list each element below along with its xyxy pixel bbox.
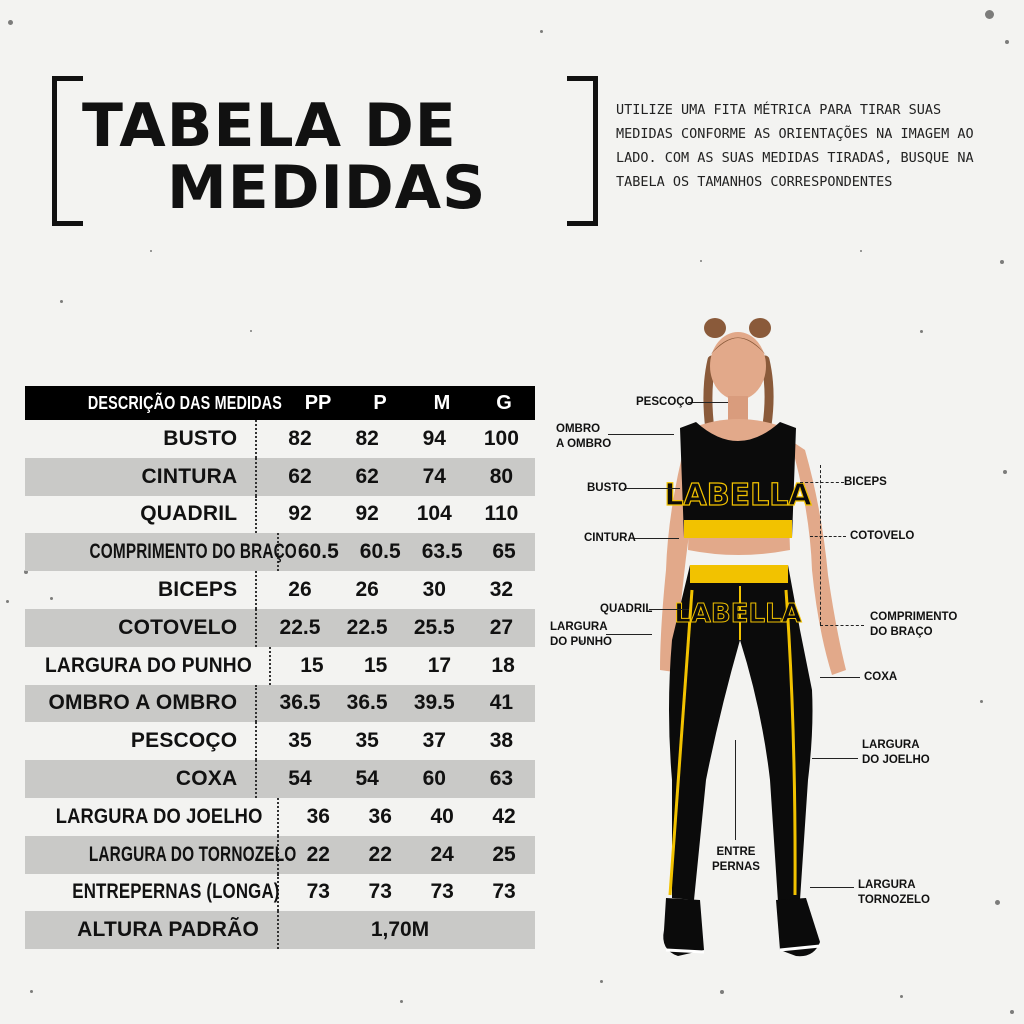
line-punho — [606, 634, 652, 635]
label-braco: COMPRIMENTO DO BRAÇO — [870, 611, 958, 638]
header-desc: DESCRIÇÃO DAS MEDIDAS — [87, 392, 282, 413]
row-separator — [277, 798, 287, 836]
cell-m: 37 — [422, 729, 446, 753]
title-line-1: TABELA DE — [82, 91, 457, 161]
cell-m: 94 — [422, 426, 446, 450]
row-desc: OMBRO A OMBRO — [48, 691, 238, 715]
table-row — [25, 571, 535, 609]
paint-speck — [30, 990, 33, 993]
cell-p: 35 — [355, 729, 379, 753]
paint-speck — [60, 300, 63, 303]
row-separator — [255, 722, 266, 760]
header-m: M — [433, 391, 451, 414]
paint-speck — [1005, 40, 1009, 44]
cell-pp: 36.5 — [279, 691, 321, 715]
label-cintura: CINTURA — [584, 532, 636, 544]
paint-speck — [6, 600, 9, 603]
paint-speck — [150, 250, 152, 252]
cell-pp: 22 — [306, 842, 330, 866]
cell-m: 60 — [422, 767, 446, 791]
cell-p: 62 — [355, 464, 379, 488]
line-cintura — [633, 538, 679, 539]
line-braco — [820, 625, 864, 626]
cell-g: 63 — [489, 767, 514, 791]
paint-speck — [1010, 1010, 1014, 1014]
size-table — [25, 386, 535, 949]
cell-g: 27 — [489, 615, 514, 639]
line-tornozelo — [810, 887, 854, 888]
row-separator — [255, 420, 266, 458]
row-desc: CINTURA — [141, 464, 238, 488]
table-row — [25, 609, 535, 647]
row-desc: ENTREPERNAS (LONGA) — [72, 880, 280, 904]
label-pescoco: PESCOÇO — [636, 396, 694, 408]
paint-speck — [1000, 260, 1004, 264]
table-row — [25, 722, 535, 760]
cell-g: 73 — [492, 880, 516, 904]
row-separator — [255, 571, 266, 609]
row-desc: QUADRIL — [140, 502, 238, 526]
waistband — [690, 565, 788, 583]
cell-p: 60.5 — [359, 540, 401, 564]
intro-text: UTILIZE UMA FITA MÉTRICA PARA TIRAR SUAS MEDIDAS CONFORME AS ORIENTAÇÕES NA IMAGEM AO LADO. COM AS SUAS MEDIDAS TIRADAS, BUSQUE NA TABELA OS TAMANHOS CORRESPONDENTES — [616, 102, 974, 190]
cell-pp: 22.5 — [279, 615, 321, 639]
label-biceps: BICEPS — [844, 476, 887, 488]
cell-m: 40 — [430, 804, 454, 828]
left-bracket — [52, 76, 83, 226]
line-coxa — [820, 677, 860, 678]
row-separator — [255, 609, 266, 647]
cell-g: 42 — [492, 804, 516, 828]
height-value: 1,70M — [370, 918, 430, 942]
line-cotovelo — [810, 536, 846, 537]
paint-speck — [995, 900, 1000, 905]
cell-pp: 15 — [300, 653, 324, 677]
cell-p: 22 — [368, 842, 392, 866]
row-separator — [255, 496, 266, 534]
row-desc: BUSTO — [163, 426, 238, 450]
cell-p: 22.5 — [346, 615, 388, 639]
cell-pp: 35 — [288, 729, 312, 753]
paint-speck — [400, 1000, 403, 1003]
line-entrepernas — [735, 740, 736, 840]
label-busto: BUSTO — [587, 482, 628, 494]
cell-m: 104 — [416, 502, 452, 526]
label-cotovelo: COTOVELO — [850, 530, 915, 542]
cell-pp: 36 — [306, 804, 330, 828]
height-label: ALTURA PADRÃO — [77, 918, 259, 942]
table-row — [25, 647, 535, 685]
header-p: P — [373, 391, 387, 414]
neck — [728, 396, 748, 422]
label-joelho: LARGURA DO JOELHO — [862, 739, 930, 766]
cell-p: 82 — [355, 426, 379, 450]
cell-g: 80 — [489, 464, 514, 488]
row-desc: LARGURA DO TORNOZELO — [88, 842, 297, 866]
cell-g: 65 — [492, 540, 516, 564]
row-desc: BICEPS — [157, 578, 238, 602]
cell-p: 36.5 — [346, 691, 388, 715]
label-tornozelo: LARGURA TORNOZELO — [858, 879, 930, 906]
row-separator — [255, 685, 266, 723]
hair-bun-left — [704, 318, 726, 338]
table-row — [25, 798, 535, 836]
row-separator — [255, 760, 266, 798]
table-row — [25, 420, 535, 458]
paint-speck — [700, 260, 702, 262]
cell-pp: 26 — [288, 578, 312, 602]
cell-g: 41 — [489, 691, 514, 715]
paint-speck — [1003, 470, 1007, 474]
cell-pp: 62 — [288, 464, 312, 488]
row-desc: PESCOÇO — [130, 729, 238, 753]
right-bracket — [567, 76, 598, 226]
head — [710, 332, 766, 400]
table-row — [25, 685, 535, 723]
table-row — [25, 458, 535, 496]
cell-g: 18 — [491, 653, 515, 677]
line-joelho — [812, 758, 858, 759]
header-g: G — [496, 391, 512, 414]
cell-m: 39.5 — [413, 691, 455, 715]
page-title — [52, 76, 598, 223]
label-punho: LARGURA DO PUNHO — [550, 621, 612, 648]
cell-p: 15 — [363, 653, 388, 677]
paint-speck — [900, 995, 903, 998]
hair-bun-right — [749, 318, 771, 338]
row-separator — [269, 647, 280, 685]
line-ombro — [608, 434, 674, 435]
paint-speck — [540, 30, 543, 33]
paint-speck — [250, 330, 252, 332]
table-row — [25, 496, 535, 534]
cell-m: 63.5 — [421, 540, 463, 564]
cell-pp: 73 — [306, 880, 330, 904]
cell-pp: 60.5 — [297, 540, 339, 564]
label-ombro: OMBRO A OMBRO — [556, 423, 612, 450]
table-header — [25, 386, 535, 420]
table-row — [25, 874, 535, 912]
cell-pp: 82 — [288, 426, 312, 450]
title-line-2: MEDIDAS — [167, 153, 487, 223]
cell-m: 25.5 — [413, 615, 455, 639]
cell-g: 25 — [492, 842, 516, 866]
cell-p: 73 — [368, 880, 392, 904]
row-separator — [255, 458, 266, 496]
line-pescoco — [688, 402, 728, 403]
cell-p: 54 — [355, 767, 379, 791]
label-entrepernas: ENTRE PERNAS — [712, 846, 760, 873]
shoe-left — [663, 898, 704, 956]
label-coxa: COXA — [864, 671, 898, 683]
cell-p: 36 — [368, 804, 392, 828]
cell-p: 92 — [355, 502, 379, 526]
height-row — [25, 911, 535, 949]
paint-speck — [980, 700, 983, 703]
line-braco-vertical — [820, 465, 821, 625]
cell-m: 24 — [430, 842, 454, 866]
line-busto — [624, 488, 680, 489]
cell-m: 17 — [427, 653, 452, 677]
cell-pp: 54 — [288, 767, 312, 791]
cell-p: 26 — [355, 578, 379, 602]
model-figure — [600, 310, 870, 1010]
row-desc: LARGURA DO PUNHO — [44, 653, 252, 677]
cell-g: 110 — [484, 502, 519, 526]
cell-g: 38 — [489, 729, 514, 753]
cell-pp: 92 — [288, 502, 312, 526]
sole-left — [666, 950, 704, 952]
row-desc: COXA — [175, 767, 238, 791]
line-quadril — [649, 609, 689, 610]
line-biceps — [800, 482, 844, 483]
paint-speck — [985, 10, 994, 19]
cell-g: 32 — [489, 578, 514, 602]
table-body — [25, 420, 535, 911]
cell-m: 74 — [422, 464, 446, 488]
cell-m: 73 — [430, 880, 454, 904]
top-logo: LABELLA — [664, 478, 812, 513]
top-band — [684, 520, 792, 538]
row-desc: LARGURA DO JOELHO — [55, 804, 263, 828]
table-row — [25, 836, 535, 874]
label-quadril: QUADRIL — [600, 603, 653, 615]
header-pp: PP — [304, 391, 332, 414]
paint-speck — [860, 250, 862, 252]
row-desc: COMPRIMENTO DO BRAÇO — [89, 540, 297, 564]
legging-logo: LABELLA — [674, 599, 802, 629]
paint-speck — [8, 20, 13, 25]
row-desc: COTOVELO — [118, 615, 238, 639]
cell-m: 30 — [422, 578, 446, 602]
cell-g: 100 — [483, 426, 519, 450]
paint-speck — [920, 330, 923, 333]
table-row — [25, 760, 535, 798]
table-row — [25, 533, 535, 571]
